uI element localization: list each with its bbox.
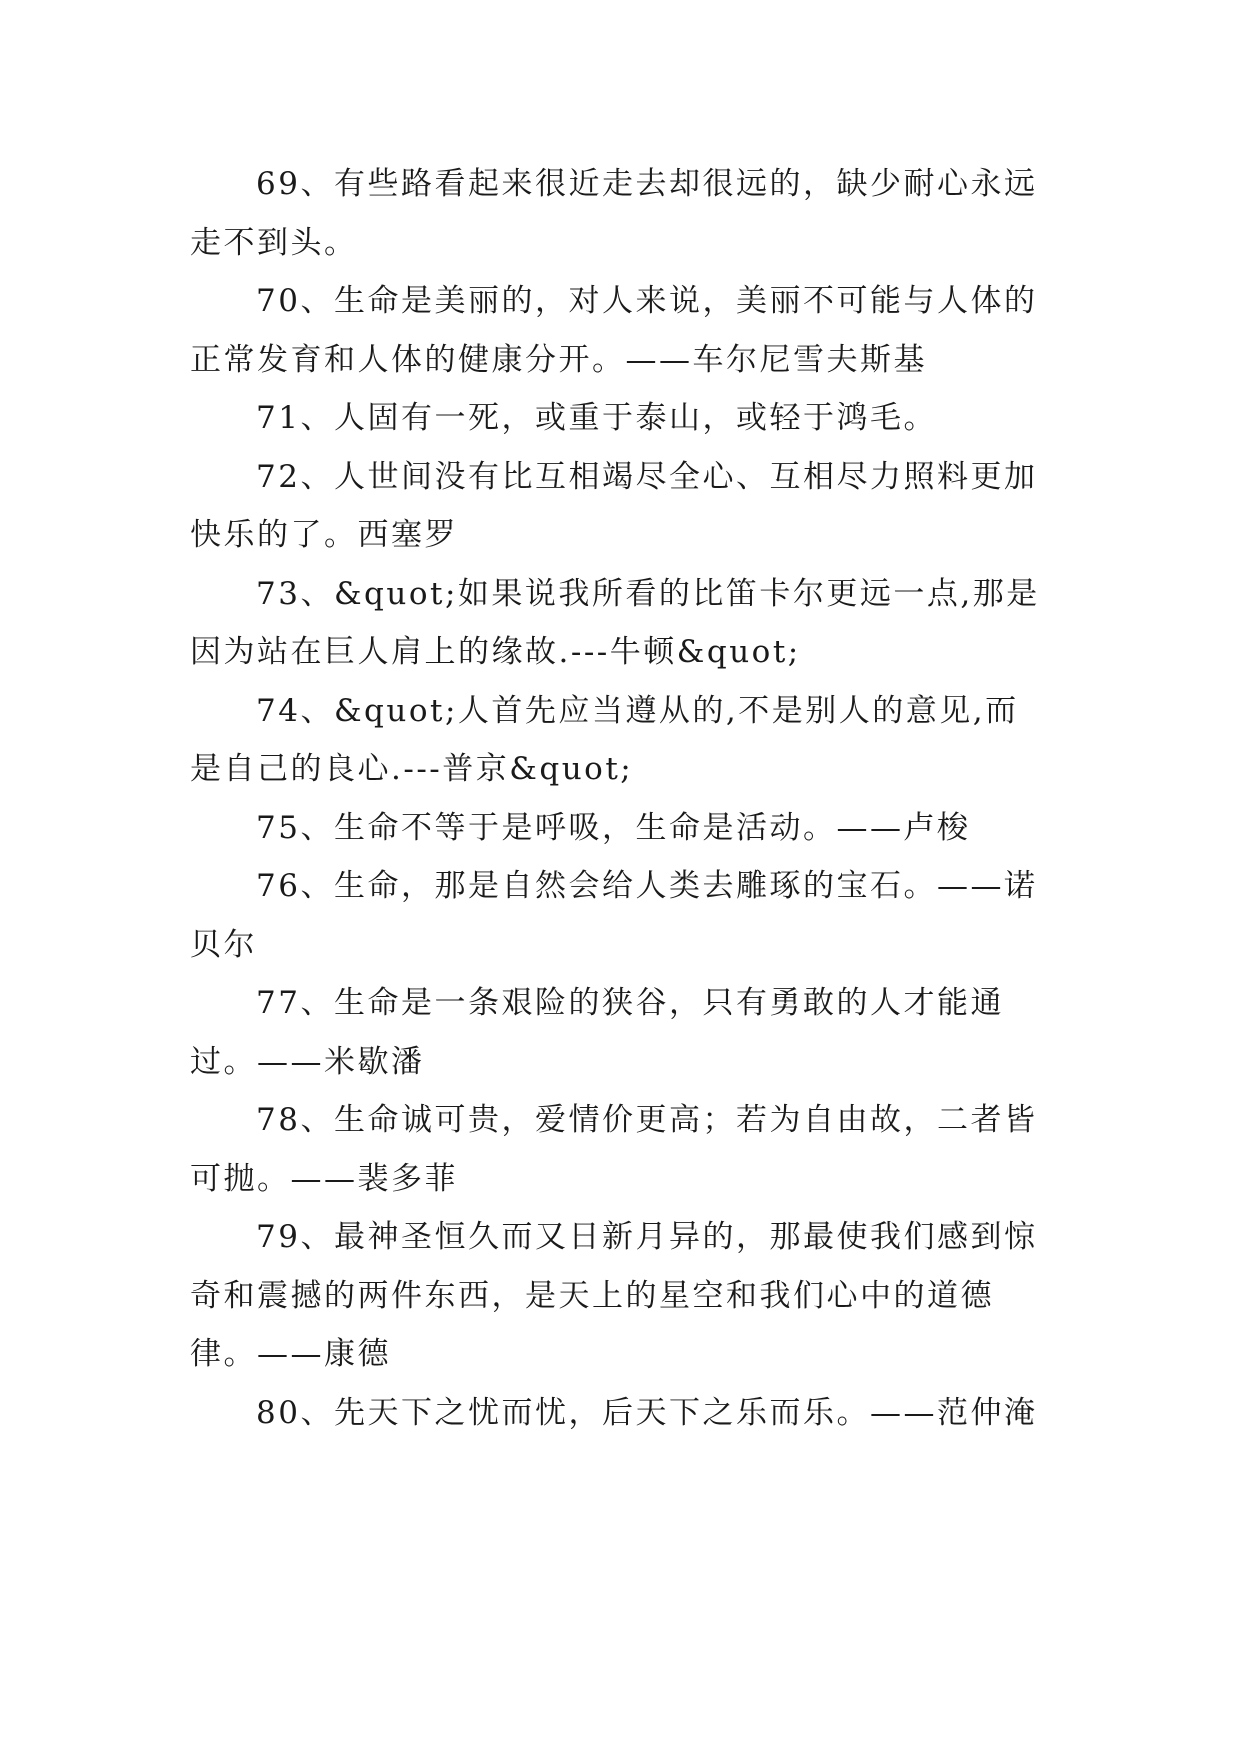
- quote-paragraph-72: 72、人世间没有比互相竭尽全心、互相尽力照料更加快乐的了。西塞罗: [190, 458, 1038, 553]
- quote-paragraph-76: 76、生命，那是自然会给人类去雕琢的宝石。——诺贝尔: [190, 868, 1038, 963]
- quote-paragraph-73: 73、&quot;如果说我所看的比笛卡尔更远一点,那是因为站在巨人肩上的缘故.---牛顿&quot;: [190, 575, 1040, 670]
- document-body: [190, 155, 1050, 1442]
- quote-paragraph-75: 75、生命不等于是呼吸，生命是活动。——卢梭: [256, 809, 971, 846]
- quote-paragraph-69: 69、有些路看起来很近走去却很远的，缺少耐心永远走不到头。: [190, 166, 1038, 261]
- quote-paragraph-78: 78、生命诚可贵，爱情价更高；若为自由故，二者皆可抛。——裴多菲: [190, 1102, 1038, 1197]
- quote-paragraph-79: 79、最神圣恒久而又日新月异的，那最使我们感到惊奇和震撼的两件东西，是天上的星空和我们心中的道德律。——康德: [190, 1219, 1038, 1372]
- quote-paragraph-70: 70、生命是美丽的，对人来说，美丽不可能与人体的正常发育和人体的健康分开。——车尔尼雪夫斯基: [190, 283, 1038, 378]
- quote-paragraph-71: 71、人固有一死，或重于泰山，或轻于鸿毛。: [256, 400, 937, 436]
- quote-paragraph-77: 77、生命是一条艰险的狭谷，只有勇敢的人才能通过。——米歇潘: [190, 985, 1004, 1080]
- quote-paragraph-80: 80、先天下之忧而忧，后天下之乐而乐。——范仲淹: [256, 1394, 1038, 1431]
- quote-paragraph-74: 74、&quot;人首先应当遵从的,不是别人的意见,而是自己的良心.---普京&quot;: [190, 692, 1019, 787]
